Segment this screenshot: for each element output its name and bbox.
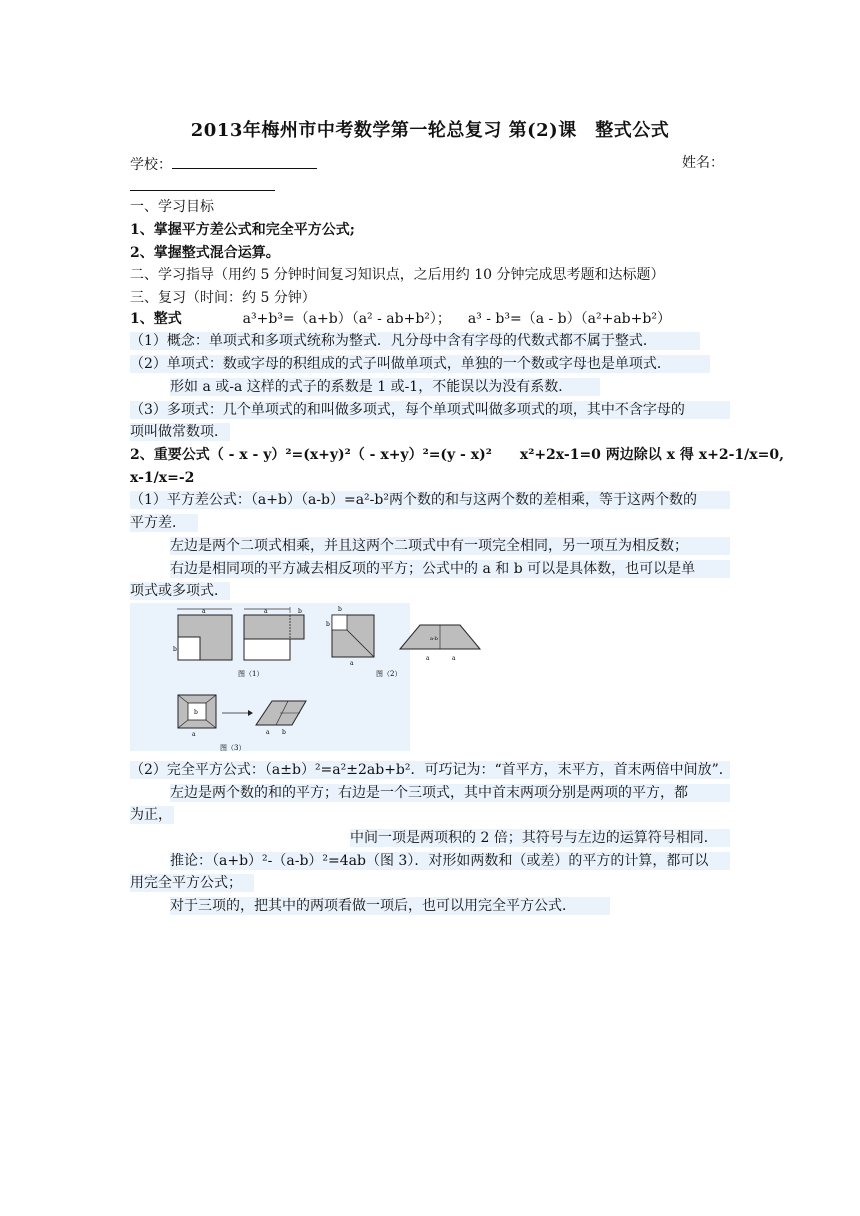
figure-1-label-b: b	[173, 646, 177, 653]
figure-3-label-b: b	[194, 709, 198, 716]
figure-3-frame	[178, 695, 216, 738]
three-term-note: 对于三项的，把其中的两项看做一项后，也可以用完全平方公式．	[170, 897, 610, 915]
monomial-paragraph: （2）单项式：数或字母的积组成的式子叫做单项式，单独的一个数或字母也是单项式．	[130, 355, 710, 373]
perfect-square-left-side: 左边是两个数的和的平方；右边是一个三项式，其中首末两项分别是两项的平方，都	[170, 784, 730, 802]
figure-2-label-b: b	[338, 606, 342, 613]
difference-of-squares-right-side: 右边是相同项的平方减去相反项的平方；公式中的 a 和 b 可以是具体数，也可以是单	[170, 560, 730, 578]
polynomial-paragraph: （3）多项式：几个单项式的和叫做多项式，每个单项式叫做多项式的项，其中不含字母的	[130, 401, 730, 419]
goal-2: 2、掌握整式混合运算。	[130, 245, 280, 261]
figure-1-right-label-a: a	[264, 608, 268, 615]
monomial-note: 形如 a 或-a 这样的式子的系数是 1 或-1，不能误以为没有系数．	[170, 378, 600, 396]
section-1-heading: 一、学习目标	[130, 199, 214, 215]
difference-of-cubes-formula: a³ - b³=（a - b）（a²+ab+b²）	[467, 311, 671, 327]
goal-1: 1、掌握平方差公式和完全平方公式;	[130, 222, 355, 238]
page-title: 2013年梅州市中考数学第一轮总复习 第(2)课 整式公式	[190, 120, 670, 141]
name-blank[interactable]	[130, 176, 275, 191]
figure-3-par-label-b: b	[282, 729, 286, 736]
figure-2-square	[326, 606, 374, 667]
figure-2-trapezoid	[376, 625, 480, 678]
corollary-paragraph: 推论：（a+b）²-（a-b）²=4ab（图 3）．对形如两数和（或差）的平方的计算，都可以	[170, 852, 730, 870]
figure-2-trap-label-a: a	[426, 655, 430, 662]
polynomial-paragraph-end: 项叫做常数项．	[130, 424, 228, 440]
name-blank-row	[130, 176, 275, 196]
name-label: 姓名：	[682, 155, 724, 171]
figure-3-parallelogram	[220, 701, 306, 752]
figure-2-label-a: a	[350, 660, 354, 667]
figure-3-label-a: a	[192, 731, 196, 738]
corollary-paragraph-end: 用完全平方公式；	[130, 874, 254, 892]
school-blank[interactable]	[172, 154, 317, 169]
sum-of-cubes-formula: a³+b³=（a+b）（a² - ab+b²）；	[242, 311, 451, 327]
zhengshi-heading: 1、整式	[130, 311, 182, 327]
figure-1-left	[173, 608, 232, 660]
difference-of-squares-end: 平方差．	[130, 514, 198, 532]
figure-3-arrow	[222, 710, 253, 716]
perfect-square-paragraph: （2）完全平方公式：（a±b）²=a²±2ab+b²．可巧记为：“首平方，末平方，首末两倍中间放”．	[130, 762, 733, 778]
perfect-square-left-side-end: 为正，	[130, 807, 172, 823]
figure-2-label-b-side: b	[326, 621, 330, 628]
zhengshi-line	[130, 310, 671, 328]
important-formulas-line-2: x-1/x=-2	[130, 470, 195, 486]
important-formulas-line: 2、重要公式（ - x - y）²=(x+y)²（ - x+y）²=(y - x)² x²+2x-1=0 两边除以 x 得 x+2-1/x=0,	[130, 447, 784, 463]
figure-2-trap-label-a2: a	[452, 655, 456, 662]
school-row	[130, 154, 317, 174]
figure-2-caption: 图（2）	[376, 670, 402, 678]
figure-2-label-ab: a-b	[430, 636, 438, 642]
school-label: 学校：	[130, 157, 172, 173]
figure-1-right-label-b: b	[298, 608, 302, 615]
figure-1-caption: 图（1）	[238, 670, 264, 678]
difference-of-squares-left-side: 左边是两个二项式相乘，并且这两个二项式中有一项完全相同，另一项互为相反数；	[170, 537, 730, 555]
figure-3-par-label-a: a	[266, 729, 270, 736]
formula-figures	[130, 603, 500, 753]
concept-paragraph: （1）概念：单项式和多项式统称为整式．凡分母中含有字母的代数式都不属于整式．	[130, 332, 700, 350]
perfect-square-middle-term: 中间一项是两项积的 2 倍；其符号与左边的运算符号相同．	[350, 829, 730, 847]
difference-of-squares-right-side-end: 项式或多项式．	[130, 583, 228, 599]
figure-3-caption: 图（3）	[220, 744, 246, 752]
difference-of-squares-paragraph: （1）平方差公式：（a+b）（a-b）=a²-b²两个数的和与这两个数的差相乘，等于这两个数的	[130, 491, 730, 509]
section-3-heading: 三、复习（时间：约 5 分钟）	[130, 290, 316, 306]
figure-1-right	[238, 607, 304, 678]
section-2-heading: 二、学习指导（用约 5 分钟时间复习知识点，之后用约 10 分钟完成思考题和达标题）	[130, 267, 665, 283]
figure-1-label-a: a	[202, 608, 206, 615]
